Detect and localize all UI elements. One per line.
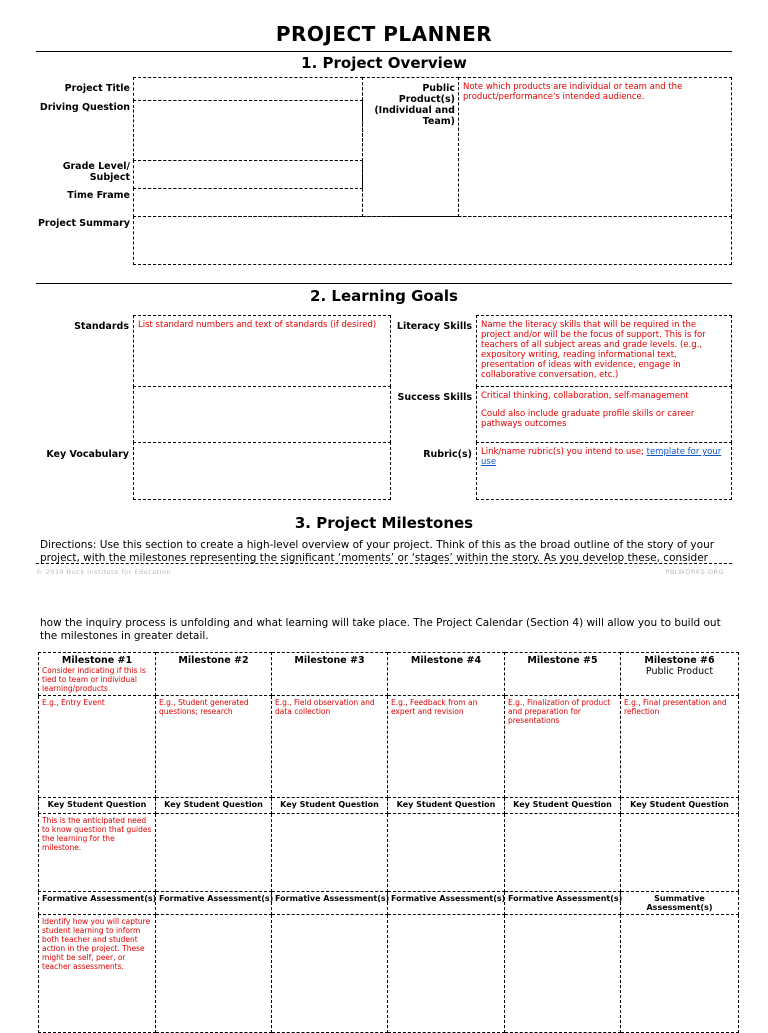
- ksq-header-5: Key Student Question: [505, 798, 621, 814]
- summative-header-line2: Assessment(s): [646, 903, 713, 912]
- footer-copyright: © 2019 Buck Institute for Education: [36, 568, 172, 576]
- label-rubrics: Rubric(s): [423, 449, 472, 460]
- milestone-6-cell[interactable]: E.g., Final presentation and reflection: [621, 696, 739, 798]
- formative-header-1: Formative Assessment(s): [39, 892, 156, 915]
- page-break-line: [36, 563, 732, 564]
- milestones-table: [38, 652, 739, 1033]
- document-title: PROJECT PLANNER: [275, 22, 493, 46]
- summative-header: [621, 892, 739, 915]
- ksq-header-1: Key Student Question: [39, 798, 156, 814]
- success-skills-hint-2: Could also include graduate profile skills or career pathways outcomes: [481, 409, 695, 429]
- directions-text-bottom: [40, 617, 730, 643]
- label-public-products-line3: (Individual and: [374, 105, 455, 116]
- label-standards: Standards: [74, 321, 129, 332]
- public-products-hint: Note which products are individual or team and the product/performance's intended audience.: [463, 82, 683, 102]
- label-key-vocabulary: Key Vocabulary: [46, 449, 129, 460]
- project-summary-field[interactable]: [133, 216, 732, 265]
- public-products-field[interactable]: [458, 77, 732, 217]
- label-public-products-line1: Public: [422, 83, 455, 94]
- section-heading-milestones: 3. Project Milestones: [294, 514, 474, 532]
- milestone-3-cell[interactable]: E.g., Field observation and data collection: [272, 696, 388, 798]
- ksq-cell-6[interactable]: [621, 814, 739, 892]
- success-skills-hint-1: Critical thinking, collaboration, self-management: [481, 391, 689, 401]
- section-heading-overview: 1. Project Overview: [301, 54, 467, 72]
- standards-field[interactable]: [133, 315, 391, 387]
- project-title-field[interactable]: [133, 77, 363, 101]
- assessment-cell-5[interactable]: [505, 915, 621, 1033]
- milestone-1-hint: Consider indicating if this is tied to team or individual learning/products: [42, 666, 146, 693]
- ksq-cell-2[interactable]: [156, 814, 272, 892]
- assessment-cell-2[interactable]: [156, 915, 272, 1033]
- section-heading-learning-goals: 2. Learning Goals: [310, 287, 458, 305]
- ksq-cell-4[interactable]: [388, 814, 505, 892]
- time-frame-field[interactable]: [133, 188, 363, 217]
- directions-line-2: project, with the milestones representing the significant ‘moments’ or ‘stages’ within the story. As you develop these, consider: [40, 552, 708, 564]
- rubric-template-link[interactable]: template for your use: [481, 447, 722, 467]
- formative-header-2: Formative Assessment(s): [156, 892, 272, 915]
- milestone-header-5: Milestone #5: [505, 653, 621, 696]
- literacy-skills-field[interactable]: [476, 315, 732, 387]
- label-grade-level-line2: Subject: [89, 172, 130, 183]
- label-public-products-line4: Team): [422, 116, 455, 127]
- milestone-example-row: [39, 696, 739, 798]
- milestone-2-cell[interactable]: E.g., Student generated questions; research: [156, 696, 272, 798]
- rubrics-field[interactable]: [476, 442, 732, 500]
- milestone-5-cell[interactable]: E.g., Finalization of product and preparation for presentations: [505, 696, 621, 798]
- standards-hint: List standard numbers and text of standards (if desired): [138, 320, 377, 330]
- key-student-question-header-row: [39, 798, 739, 814]
- grade-level-field[interactable]: [133, 160, 363, 189]
- literacy-skills-hint: Name the literacy skills that will be required in the project and/or will be the focus of support. This is for teachers of all subject areas and grade levels. (e.g., expository writing, reading informational text, presentation of ideas with evidence, engage in collaborative conversation, etc.): [481, 320, 706, 380]
- rubrics-hint-wrap: [481, 447, 727, 467]
- milestone-4-cell[interactable]: E.g., Feedback from an expert and revision: [388, 696, 505, 798]
- assessment-row: [39, 915, 739, 1033]
- ksq-cell-5[interactable]: [505, 814, 621, 892]
- milestone-header-4: Milestone #4: [388, 653, 505, 696]
- milestone-header-3: Milestone #3: [272, 653, 388, 696]
- label-grade-level-line1: Grade Level/: [62, 161, 130, 172]
- label-project-summary: Project Summary: [37, 218, 130, 229]
- directions-line-3: how the inquiry process is unfolding and what learning will take place. The Project Calendar (Section 4) will allow you to build out: [40, 617, 721, 629]
- milestone-header-2: Milestone #2: [156, 653, 272, 696]
- success-skills-field[interactable]: [476, 386, 732, 443]
- label-time-frame: Time Frame: [67, 190, 130, 201]
- label-success-skills: Success Skills: [397, 392, 472, 403]
- label-public-products-line2: Product(s): [398, 94, 455, 105]
- label-grade-level: [36, 161, 130, 183]
- milestone-header-6-label: Milestone #6: [644, 655, 715, 666]
- driving-question-field[interactable]: [133, 100, 363, 161]
- directions-line-1: Directions: Use this section to create a high-level overview of your project. Think of this as the broad outline of the story of your: [40, 539, 715, 551]
- ksq-header-4: Key Student Question: [388, 798, 505, 814]
- milestone-1-cell[interactable]: E.g., Entry Event: [39, 696, 156, 798]
- milestone-header-1: [39, 653, 156, 696]
- assessment-cell-4[interactable]: [388, 915, 505, 1033]
- standards-field-extra[interactable]: [133, 386, 391, 443]
- overview-rule: [36, 283, 732, 284]
- label-literacy-skills: Literacy Skills: [396, 321, 472, 332]
- key-student-question-row: [39, 814, 739, 892]
- ksq-cell-1[interactable]: This is the anticipated need to know question that guides the learning for the milestone.: [39, 814, 156, 892]
- formative-header-3: Formative Assessment(s): [272, 892, 388, 915]
- ksq-header-6: Key Student Question: [621, 798, 739, 814]
- assessment-cell-3[interactable]: [272, 915, 388, 1033]
- ksq-header-3: Key Student Question: [272, 798, 388, 814]
- milestone-header-row: [39, 653, 739, 696]
- rubrics-hint: Link/name rubric(s) you intend to use;: [481, 447, 647, 457]
- summative-header-line1: Summative: [654, 894, 705, 903]
- milestone-header-1-label: Milestone #1: [61, 655, 133, 666]
- formative-header-4: Formative Assessment(s): [388, 892, 505, 915]
- ksq-header-2: Key Student Question: [156, 798, 272, 814]
- milestone-header-6: [621, 653, 739, 696]
- formative-header-5: Formative Assessment(s): [505, 892, 621, 915]
- label-public-products: [364, 83, 455, 127]
- directions-line-4: the milestones in greater detail.: [40, 630, 209, 642]
- ksq-cell-3[interactable]: [272, 814, 388, 892]
- assessment-cell-1[interactable]: Identify how you will capture student learning to inform both teacher and student action in the project. These might be self, peer, or teacher assessments.: [39, 915, 156, 1033]
- label-project-title: Project Title: [64, 83, 130, 94]
- milestone-6-subtitle: Public Product: [645, 666, 714, 677]
- footer-site: PBLWORKS.ORG: [665, 568, 724, 576]
- title-rule: [36, 51, 732, 52]
- directions-text-top: [40, 539, 730, 565]
- assessment-header-row: [39, 892, 739, 915]
- label-driving-question: Driving Question: [39, 102, 130, 113]
- key-vocabulary-field[interactable]: [133, 442, 391, 500]
- assessment-cell-6[interactable]: [621, 915, 739, 1033]
